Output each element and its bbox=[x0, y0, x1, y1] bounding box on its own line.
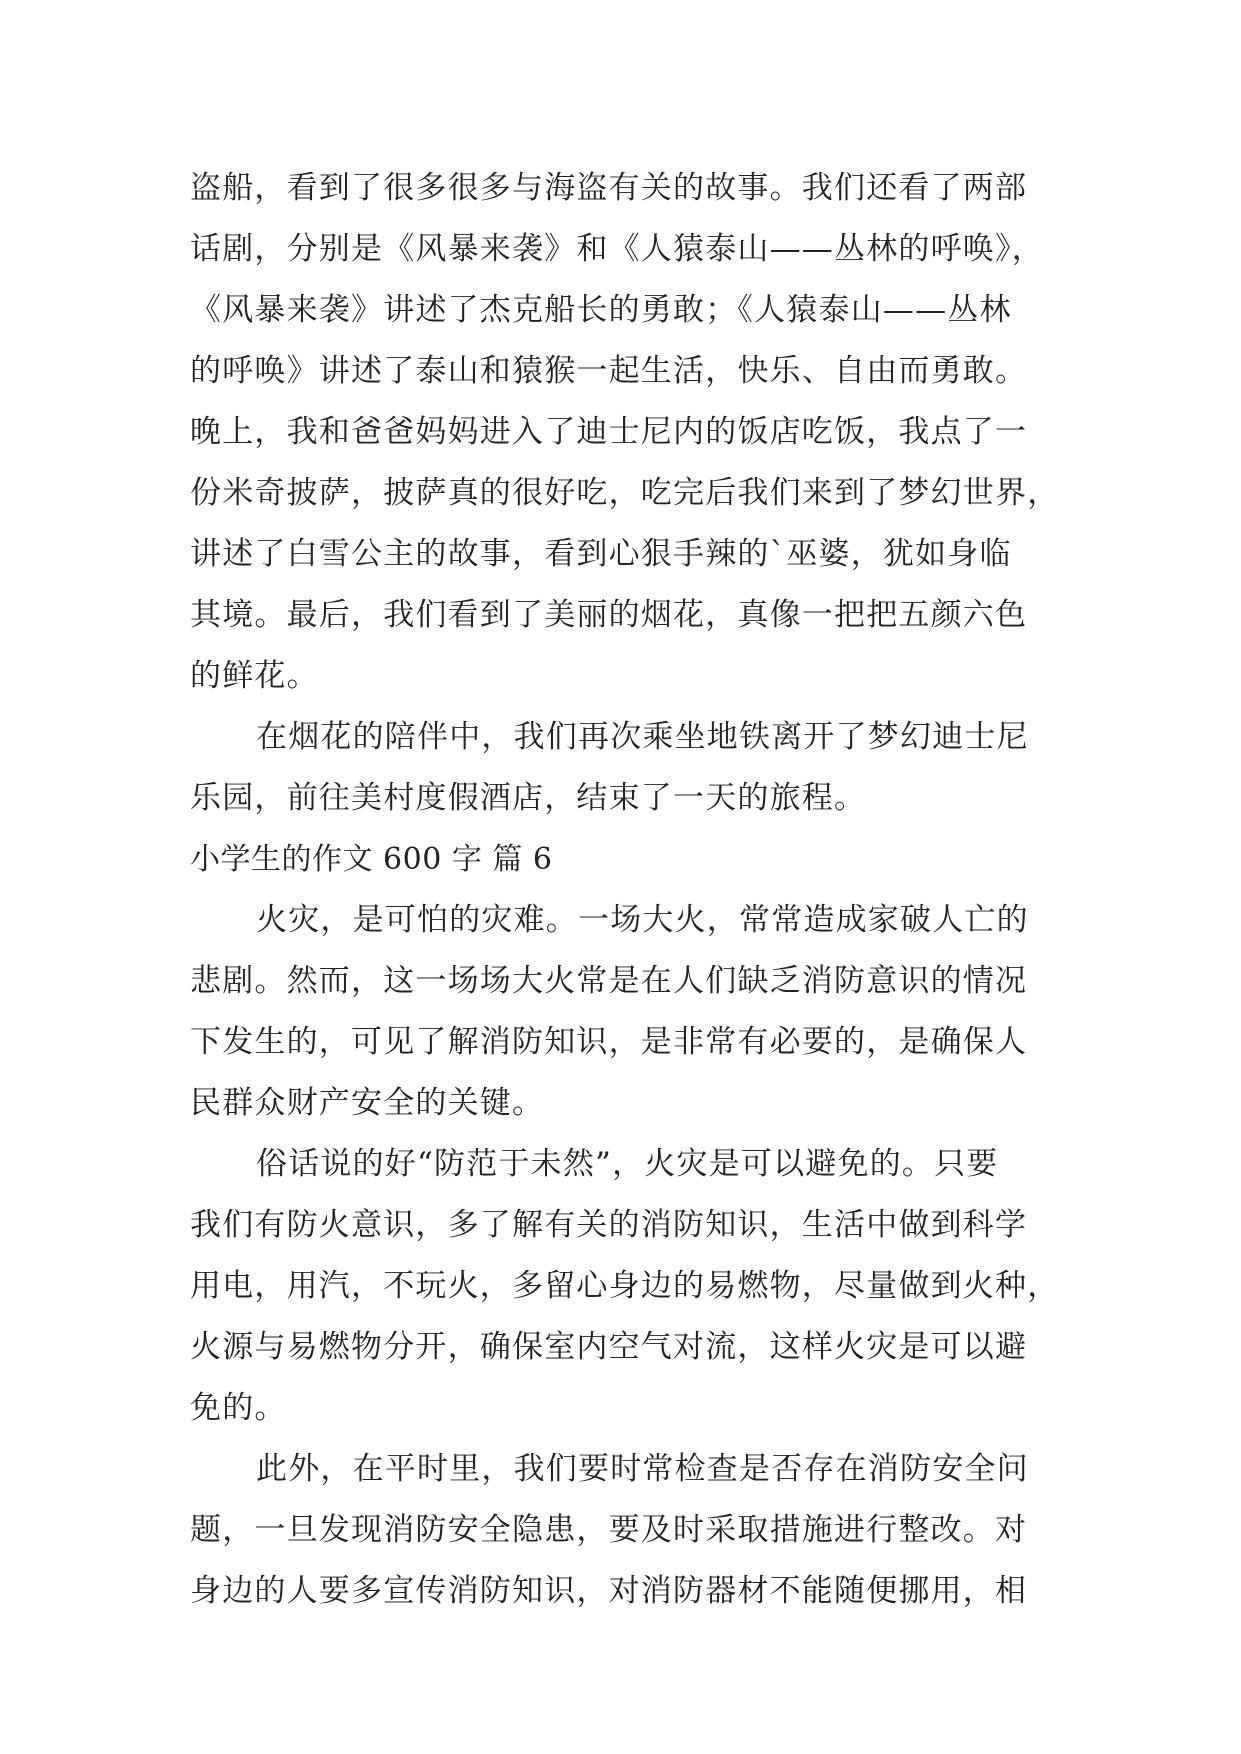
text-line: 话剧，分别是《风暴来袭》和《人猿泰山——丛林的呼唤》， bbox=[190, 231, 1044, 267]
text-line: 民群众财产安全的关键。 bbox=[190, 1085, 545, 1121]
text-line: 份米奇披萨，披萨真的很好吃，吃完后我们来到了梦幻世界， bbox=[190, 475, 1060, 511]
text-line: 其境。最后，我们看到了美丽的烟花，真像一把把五颜六色 bbox=[190, 597, 1028, 633]
section-heading: 小学生的作文 600 字 篇 6 bbox=[190, 842, 553, 877]
text-line: 的呼唤》讲述了泰山和猿猴一起生活，快乐、自由而勇敢。 bbox=[190, 353, 1028, 389]
paragraph-first-line: 火灾，是可怕的灾难。一场大火，常常造成家破人亡的 bbox=[256, 902, 1029, 938]
text-line: 盗船，看到了很多很多与海盗有关的故事。我们还看了两部 bbox=[190, 170, 1028, 206]
text-line: 《风暴来袭》讲述了杰克船长的勇敢；《人猿泰山——丛林 bbox=[190, 292, 1012, 328]
paragraph-first-line: 此外，在平时里，我们要时常检查是否存在消防安全问 bbox=[256, 1451, 1029, 1487]
text-line: 用电，用汽，不玩火，多留心身边的易燃物，尽量做到火种， bbox=[190, 1268, 1060, 1304]
paragraph-first-line: 在烟花的陪伴中，我们再次乘坐地铁离开了梦幻迪士尼 bbox=[256, 719, 1029, 755]
text-line: 悲剧。然而，这一场场大火常是在人们缺乏消防意识的情况 bbox=[190, 963, 1028, 999]
text-line: 晚上，我和爸爸妈妈进入了迪士尼内的饭店吃饭，我点了一 bbox=[190, 414, 1028, 450]
paragraph-first-line: 俗话说的好“防范于未然”，火灾是可以避免的。只要 bbox=[256, 1146, 999, 1182]
text-line: 身边的人要多宣传消防知识，对消防器材不能随便挪用，相 bbox=[190, 1573, 1028, 1609]
text-line: 火源与易燃物分开，确保室内空气对流，这样火灾是可以避 bbox=[190, 1329, 1028, 1365]
text-line: 免的。 bbox=[190, 1390, 287, 1426]
text-line: 我们有防火意识，多了解有关的消防知识，生活中做到科学 bbox=[190, 1207, 1028, 1243]
document-page bbox=[190, 158, 1070, 1622]
text-line: 题，一旦发现消防安全隐患，要及时采取措施进行整改。对 bbox=[190, 1512, 1028, 1548]
text-line: 讲述了白雪公主的故事，看到心狠手辣的`巫婆，犹如身临 bbox=[190, 536, 1012, 572]
text-line: 乐园，前往美村度假酒店，结束了一天的旅程。 bbox=[190, 780, 867, 816]
text-line: 下发生的，可见了解消防知识，是非常有必要的，是确保人 bbox=[190, 1024, 1028, 1060]
text-line: 的鲜花。 bbox=[190, 658, 319, 694]
